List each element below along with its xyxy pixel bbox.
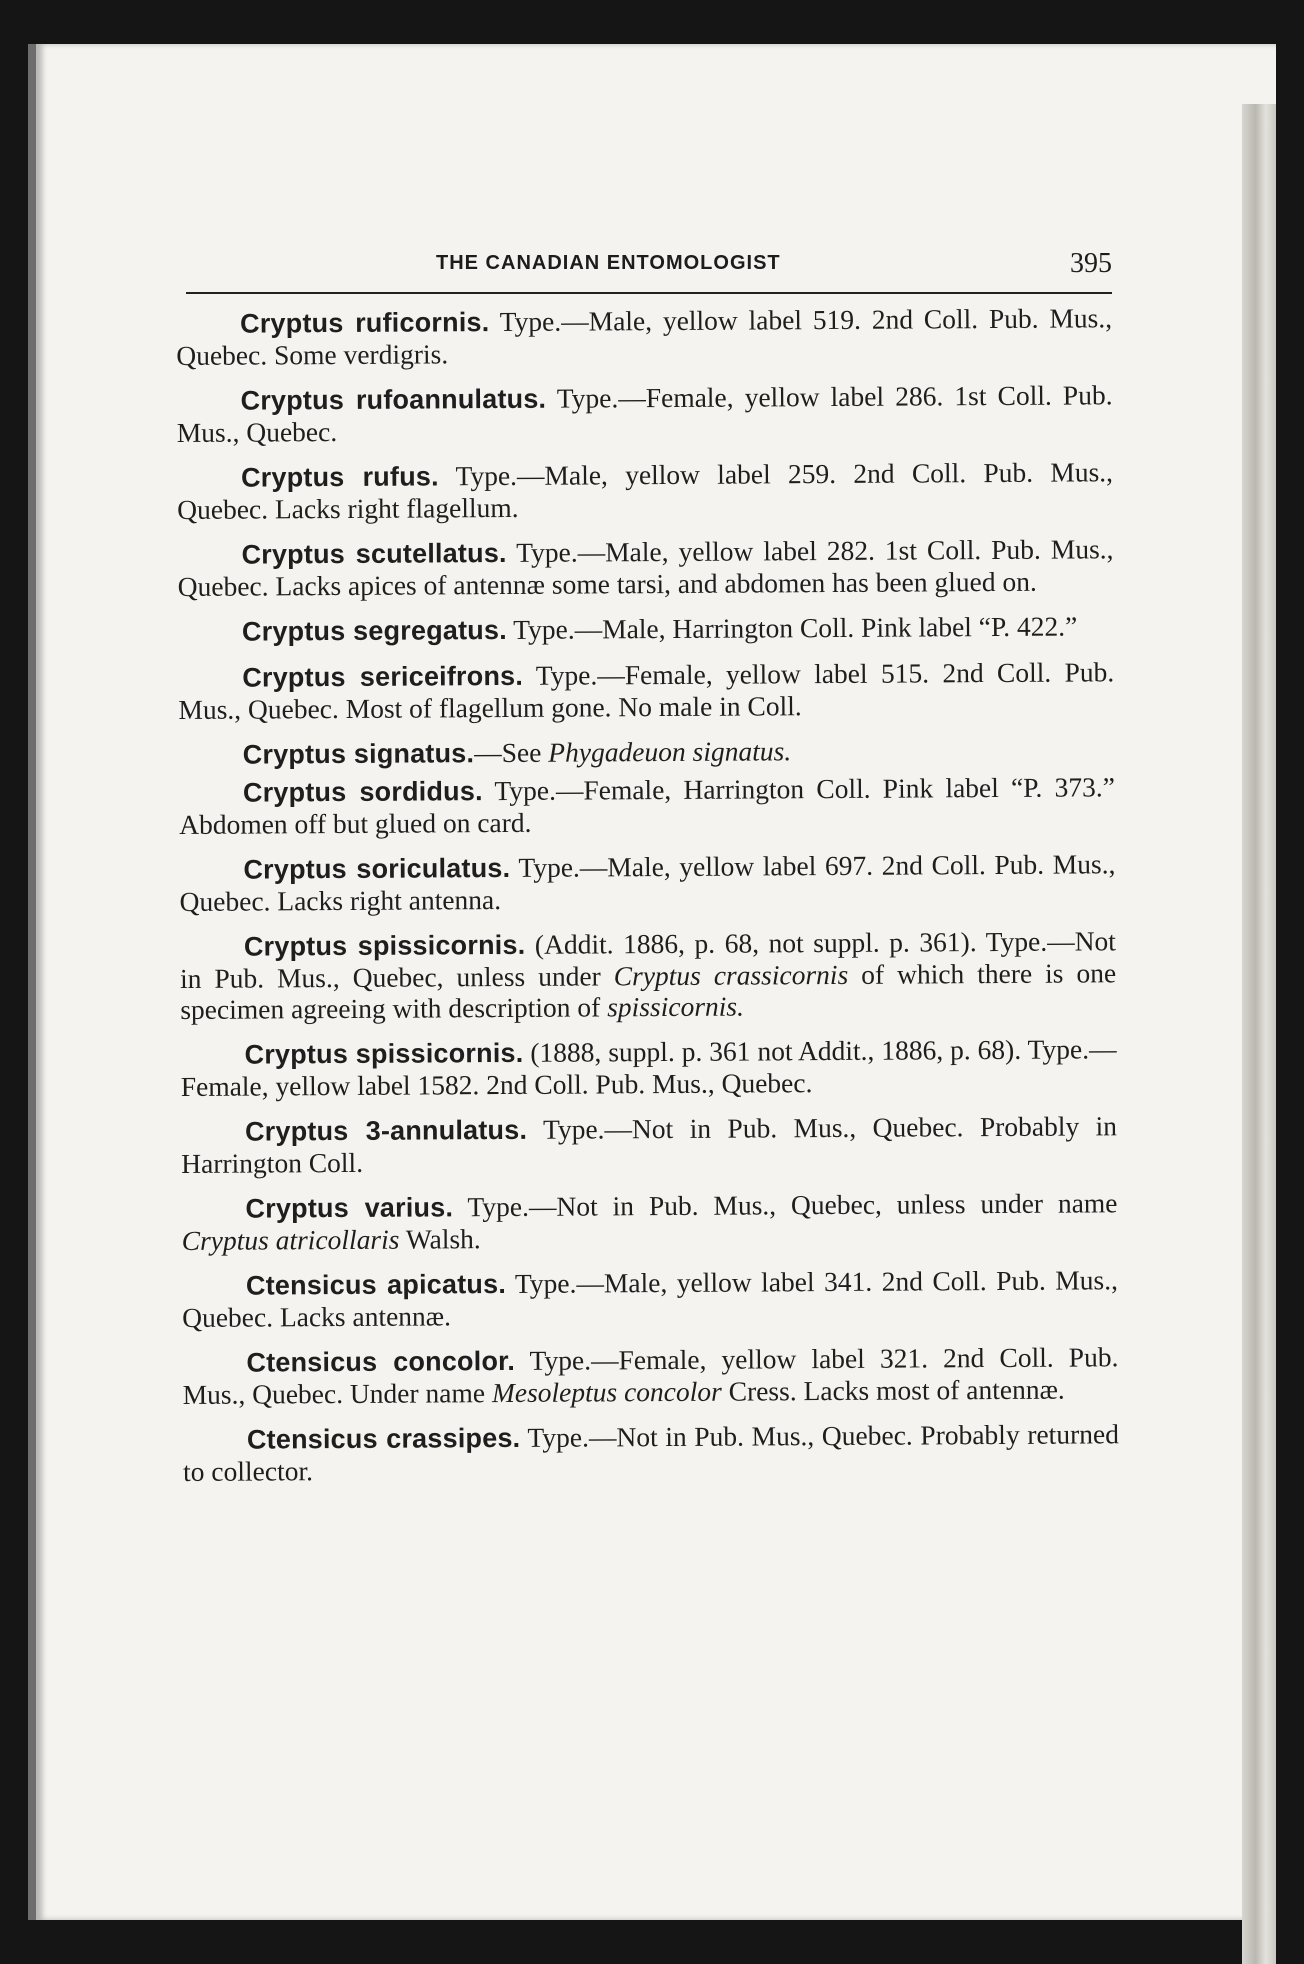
entry-text: Type.—Male, yellow label 519. 2nd Coll. Pub. Mus., Quebec. Some verdigris. — [176, 302, 1113, 371]
species-name: Cryptus sericeifrons. — [242, 660, 524, 693]
entry-ctensicus-concolor — [182, 1341, 1118, 1410]
entry-text: Type.—Male, yellow label 697. 2nd Coll. Pub. Mus., Quebec. Lacks right antenna. — [179, 848, 1116, 917]
species-name: Cryptus spissicornis. — [244, 1037, 524, 1070]
entry-cryptus-scutellatus — [177, 533, 1113, 602]
species-name: Cryptus soriculatus. — [243, 852, 511, 885]
running-title: THE CANADIAN ENTOMOLOGIST — [436, 252, 781, 274]
entry-cryptus-segregatus — [178, 610, 1114, 648]
entry-cryptus-rufus — [177, 456, 1113, 525]
entry-text: Type.—Male, yellow label 282. 1st Coll. Pub. Mus., Quebec. Lacks apices of antennæ some tarsi, and abdomen has been glued on. — [177, 533, 1114, 602]
entry-ctensicus-crassipes — [183, 1418, 1119, 1487]
italic-name: Cryptus crassicornis — [613, 958, 849, 992]
species-name: Cryptus scutellatus. — [241, 537, 507, 570]
entry-text: Type.—Male, yellow label 259. 2nd Coll. Pub. Mus., Quebec. Lacks right flagellum. — [177, 456, 1114, 525]
entry-text: Type.—Female, yellow label 515. 2nd Coll. Pub. Mus., Quebec. Most of flagellum gone. No male in Coll. — [178, 656, 1115, 725]
italic-name: Mesoleptus concolor — [491, 1375, 722, 1409]
entry-cryptus-signatus — [179, 733, 1115, 771]
entry-cryptus-rufoannulatus — [176, 379, 1112, 448]
species-name: Cryptus rufus. — [240, 461, 439, 493]
entry-text-cont: of which there is one specimen agreeing with description of — [180, 957, 1117, 1025]
species-name: Ctensicus concolor. — [246, 1345, 516, 1378]
entry-text: Type.—Male, yellow label 341. 2nd Coll. Pub. Mus., Quebec. Lacks antennæ. — [182, 1264, 1119, 1333]
entry-cryptus-spissicornis-1888 — [180, 1033, 1116, 1102]
species-name: Cryptus 3-annulatus. — [244, 1114, 528, 1147]
entry-list — [176, 302, 1119, 1501]
entry-text: (Addit. 1886, p. 68, not suppl. p. 361). Type.—Not in Pub. Mus., Quebec, unless under — [180, 925, 1116, 994]
italic-name: spissicornis. — [607, 990, 745, 1023]
entry-cryptus-sordidus — [179, 771, 1115, 840]
entry-cryptus-spissicornis-1886 — [180, 925, 1117, 1025]
page-header — [186, 248, 1112, 294]
entry-cryptus-3-annulatus — [181, 1110, 1117, 1179]
species-name: Ctensicus apicatus. — [245, 1269, 507, 1301]
entry-cryptus-soriculatus — [179, 848, 1115, 917]
entry-text: Type.—Not in Pub. Mus., Quebec, unless under name — [467, 1187, 1118, 1223]
species-name: Cryptus signatus. — [242, 738, 475, 770]
entry-text-cont: Cress. Lacks most of antennæ. — [728, 1373, 1065, 1407]
entry-text: —See — [474, 736, 549, 769]
entry-cryptus-ruficornis — [176, 302, 1112, 371]
italic-name: Cryptus atricollaris — [181, 1223, 400, 1256]
entry-cryptus-varius — [181, 1187, 1117, 1256]
entry-text: (1888, suppl. p. 361 not Addit., 1886, p. 68). Type.—Female, yellow label 1582. 2nd Coll. Pub. Mus., Quebec. — [180, 1033, 1117, 1102]
page-number: 395 — [1070, 248, 1112, 279]
species-name: Ctensicus crassipes. — [246, 1422, 521, 1455]
species-name: Cryptus spissicornis. — [243, 929, 526, 962]
entry-text: Type.—Not in Pub. Mus., Quebec. Probably returned to collector. — [183, 1418, 1119, 1487]
entry-cryptus-sericeifrons — [178, 656, 1114, 725]
entry-text: Type.—Female, yellow label 321. 2nd Coll. Pub. Mus., Quebec. Under name — [182, 1341, 1119, 1410]
entry-text: Type.—Female, yellow label 286. 1st Coll. Pub. Mus., Quebec. — [176, 379, 1113, 448]
species-name: Cryptus varius. — [245, 1192, 454, 1224]
entry-text: Type.—Female, Harrington Coll. Pink label “P. 373.” Abdomen off but glued on card. — [179, 771, 1116, 840]
binding-shadow — [28, 44, 36, 1920]
species-name: Cryptus ruficornis. — [240, 307, 490, 339]
page-edges — [1242, 104, 1276, 1964]
cross-reference-name: Phygadeuon signatus. — [548, 735, 792, 768]
species-name: Cryptus segregatus. — [241, 614, 507, 647]
entry-text: Type.—Male, Harrington Coll. Pink label “P. 422.” — [513, 610, 1078, 645]
entry-ctensicus-apicatus — [182, 1264, 1118, 1333]
species-name: Cryptus rufoannulatus. — [240, 383, 547, 416]
entry-text: Type.—Not in Pub. Mus., Quebec. Probably in Harrington Coll. — [181, 1110, 1118, 1179]
species-name: Cryptus sordidus. — [242, 776, 483, 808]
entry-text-cont: Walsh. — [405, 1223, 481, 1255]
